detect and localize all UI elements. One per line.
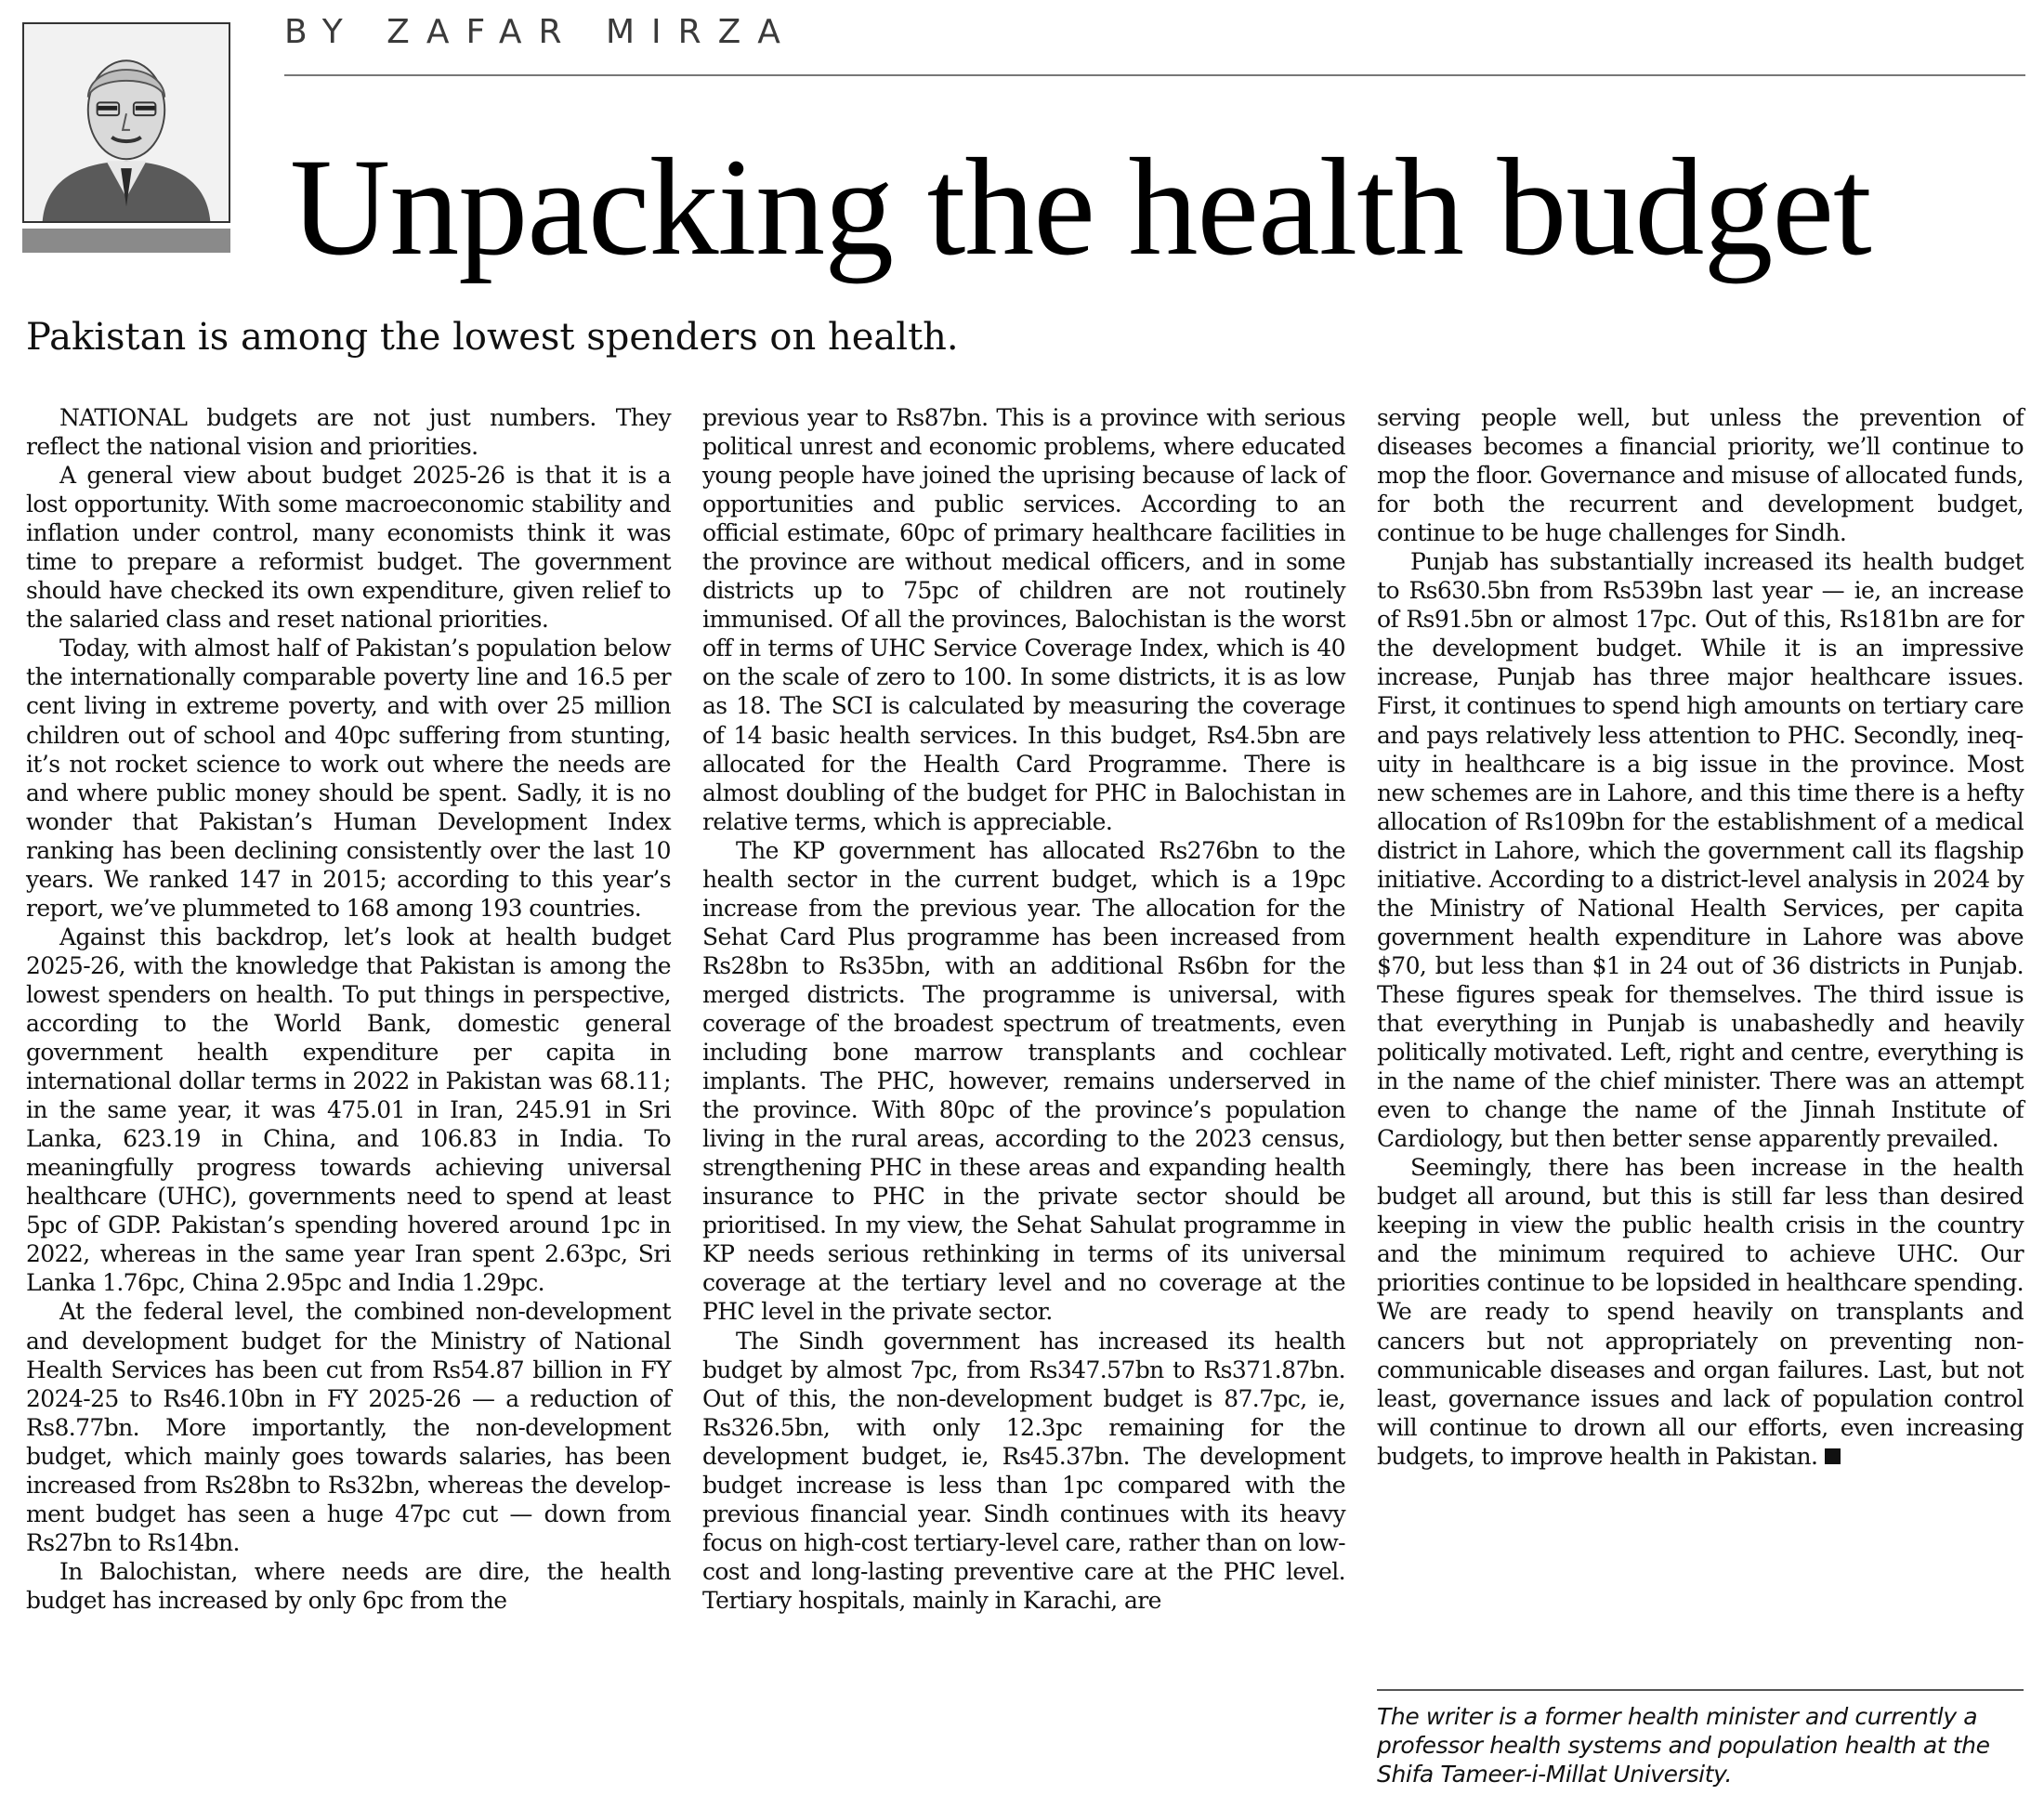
bio-divider <box>1377 1689 2024 1691</box>
article-column-3 <box>1377 403 2024 1471</box>
author-portrait-image <box>24 24 229 221</box>
article-column-2 <box>702 403 1345 1615</box>
article-paragraph-continued: serving people well, but unless the prevention of diseases becomes a financial priority, we’ll continue to mop the floor. Governance and misuse of allocated funds, for both the recurrent and development budget, continue to be huge challenges for Sindh. <box>1377 404 2024 547</box>
byline-rule <box>284 74 2025 76</box>
article-final-paragraph <box>1377 1153 2024 1471</box>
photo-accent-bar <box>22 229 230 253</box>
article-paragraph: Today, with almost half of Pakistan’s population below the internationally comparable poverty line and 16.5 per cent living in extreme poverty, and with over 25 million children out of school and 40pc suffering from stunting, it’s not rocket science to work out where the needs are and where public money should be spent. Sadly, it is no wonder that Pakistan’s Human Development Index ranking has been declining consistently over the last 10 years. We ranked 147 in 2015; according to this year’s report, we’ve plummeted to 168 among 193 countries. <box>26 635 671 922</box>
article-paragraph: NATIONAL budgets are not just numbers. They reflect the national vision and priorities. <box>26 404 671 461</box>
byline: BY ZAFAR MIRZA <box>284 13 797 51</box>
article-paragraph: Punjab has substantially increased its health budget to Rs630.5bn from Rs539bn last year — ie, an increase of Rs91.5bn or almost 17pc. Out of this, Rs181bn are for the development budget. While it is an impressive increase, Punjab has three major healthcare issues. First, it continues to spend high amounts on tertiary care and pays relatively less attention to PHC. Secondly, inequity in healthcare is a big issue in the province. Most new schemes are in Lahore, and this time there is a hefty allocation of Rs109bn for the establishment of a medical district in Lahore, which the government call its flagship initiative. According to a district-level analysis in 2024 by the Ministry of National Health Services, per capita government health expenditure in Lahore was above $70, but less than $1 in 24 out of 36 districts in Punjab. These figures speak for themselves. The third issue is that everything in Punjab is unabashedly and heavily politically motivated. Left, right and centre, everything is in the name of the chief minister. There was an attempt even to change the name of the Jinnah Institute of Cardiology, but then better sense apparently prevailed. <box>1377 548 2024 1153</box>
article-paragraph-text: Seemingly, there has been increase in the health budget all around, but this is still far less than desired keeping in view the public health crisis in the country and the minimum required to achieve UHC. Our priorities continue to be lopsided in healthcare spending. We are ready to spend heavily on transplants and cancers but not appropriately on preventing non-communicable diseases and organ failures. Last, but not least, governance issues and lack of population control will continue to drown all our efforts, even increasing budgets, to improve health in Pakistan. <box>1377 1154 2024 1470</box>
end-of-article-mark <box>1825 1448 1841 1464</box>
article-paragraph: Against this backdrop, let’s look at health budget 2025-26, with the knowledge that Pakistan is among the lowest spenders on health. To put things in perspective, according to the World Bank, domestic general government health expenditure per capita in international dollar terms in 2022 in Pakistan was 68.11; in the same year, it was 475.01 in Iran, 245.91 in Sri Lanka, 623.19 in China, and 106.83 in India. To meaningfully progress towards achieving universal healthcare (UHC), governments need to spend at least 5pc of GDP. Pakistan’s spending hovered around 1pc in 2022, whereas in the same year Iran spent 2.63pc, Sri Lanka 1.76pc, China 2.95pc and India 1.29pc. <box>26 923 671 1297</box>
article-column-1 <box>26 403 671 1615</box>
article-paragraph: A general view about budget 2025-26 is that it is a lost opportunity. With some macroeconomic stability and inflation under control, many economists think it was time to prepare a reformist budget. The government should have checked its own expenditure, given relief to the salaried class and reset national priorities. <box>26 462 671 634</box>
standfirst: Pakistan is among the lowest spenders on health. <box>26 316 959 359</box>
article-paragraph-continued: previous year to Rs87bn. This is a province with serious political unrest and economic problems, where educated young people have joined the uprising because of lack of opportunities and public services. According to an official estimate, 60pc of primary healthcare facilities in the province are without medical officers, and in some districts up to 75pc of children are not routinely immunised. Of all the provinces, Balochistan is the worst off in terms of UHC Service Coverage Index, which is 40 on the scale of zero to 100. In some districts, it is as low as 18. The SCI is calculated by measuring the coverage of 14 basic health services. In this budget, Rs4.5bn are allocated for the Health Card Programme. There is almost doubling of the budget for PHC in Balochistan in relative terms, which is appreciable. <box>702 404 1345 835</box>
article-paragraph: The Sindh government has increased its health budget by almost 7pc, from Rs347.57bn to Rs371.87bn. Out of this, the non-development budget is 87.7pc, ie, Rs326.5bn, with only 12.3pc remaining for the development budget, ie, Rs45.37bn. The development budget increase is less than 1pc compared with the previous financial year. Sindh continues with its heavy focus on high-cost tertiary-level care, rather than on low-cost and long-lasting preventive care at the PHC level. Tertiary hospitals, mainly in Karachi, are <box>702 1327 1345 1614</box>
article-paragraph: In Balochistan, where needs are dire, the health budget has increased by only 6pc from the <box>26 1557 671 1614</box>
author-photo <box>22 22 230 223</box>
article-paragraph: The KP government has allocated Rs276bn to the health sector in the current budget, which is a 19pc increase from the previous year. The allocation for the Sehat Card Plus programme has been increased from Rs28bn to Rs35bn, with an additional Rs6bn for the merged districts. The programme is universal, with coverage of the broadest spectrum of treatments, even including bone marrow transplants and cochlear implants. The PHC, however, remains underserved in the province. With 80pc of the province’s population living in the rural areas, according to the 2023 census, strengthening PHC in these areas and expanding health insurance to PHC in the private sector should be prioritised. In my view, the Sehat Sahulat programme in KP needs serious rethinking in terms of its universal coverage at the tertiary level and no coverage at the PHC level in the private sector. <box>702 836 1345 1326</box>
headline: Unpacking the health budget <box>290 130 1871 284</box>
article-paragraph: At the federal level, the combined non-development and development budget for the Ministry of National Health Services has been cut from Rs54.87 billion in FY 2024-25 to Rs46.10bn in FY 2025-26 — a reduction of Rs8.77bn. More importantly, the non-development budget, which mainly goes towards salaries, has been increased from Rs28bn to Rs32bn, whereas the development budget has seen a huge 47pc cut — down from Rs27bn to Rs14bn. <box>26 1298 671 1556</box>
author-bio: The writer is a former health minister and currently a professor health systems and population health at the Shifa Tameer-i-Millat University. <box>1377 1703 1990 1788</box>
